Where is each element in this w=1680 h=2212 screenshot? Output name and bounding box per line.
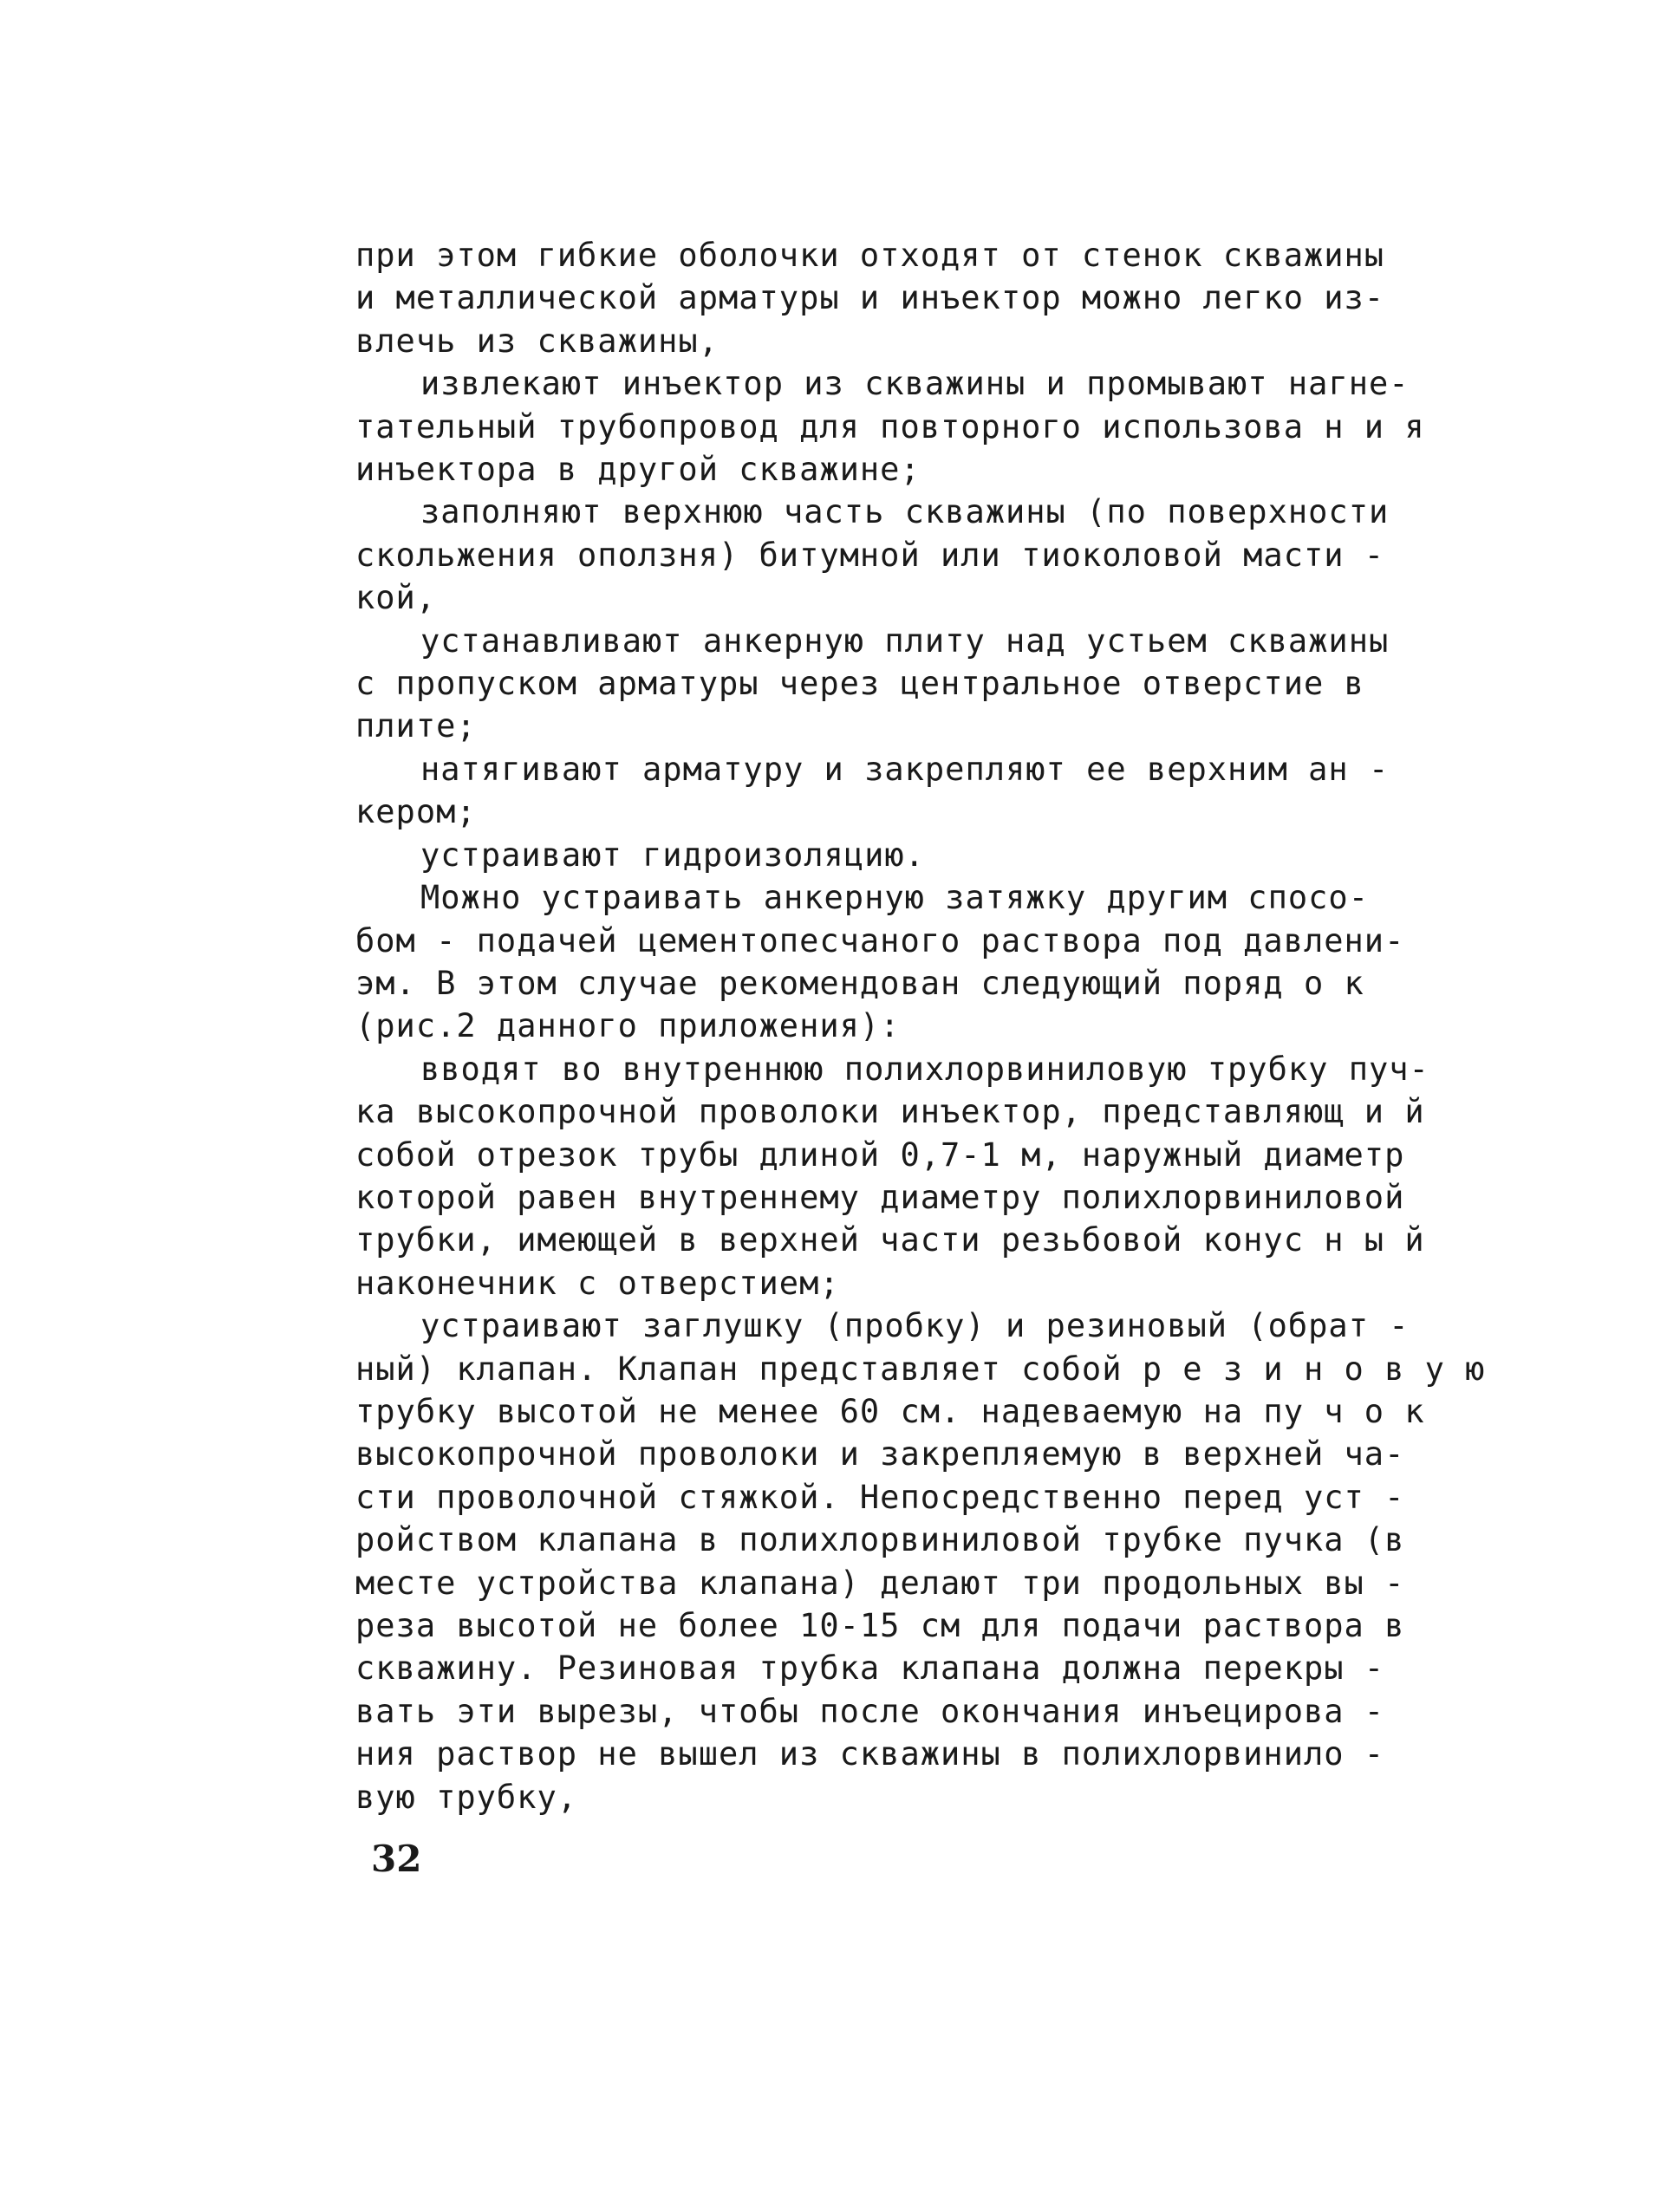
text-line: ка высокопрочной проволоки инъектор, представляющ и й <box>355 1093 1425 1131</box>
text-line: ройством клапана в полихлорвиниловой трубке пучка (в <box>355 1521 1405 1559</box>
text-line: влечь из скважины, <box>355 322 719 360</box>
text-line: извлекают инъектор из скважины и промывают нагне- <box>420 365 1410 403</box>
text-line: вать эти вырезы, чтобы после окончания инъецирова - <box>355 1692 1385 1730</box>
text-line: высокопрочной проволоки и закрепляемую в верхней ча- <box>355 1435 1405 1474</box>
text-line: которой равен внутреннему диаметру полихлорвиниловой <box>355 1178 1405 1216</box>
text-line: собой отрезок трубы длиной 0,7-1 м, наружный диаметр <box>355 1135 1405 1174</box>
text-line: устраивают заглушку (пробку) и резиновый (обрат - <box>420 1307 1410 1345</box>
text-line: устраивают гидроизоляцию. <box>420 836 925 874</box>
text-line: заполняют верхнюю часть скважины (по поверхности <box>420 493 1390 531</box>
text-line: плите; <box>355 707 477 745</box>
text-line: скважину. Резиновая трубка клапана должна перекры - <box>355 1649 1385 1688</box>
text-line: и металлической арматуры и инъектор можно легко из- <box>355 279 1385 317</box>
text-line: вводят во внутреннюю полихлорвиниловую трубку пуч- <box>420 1050 1429 1088</box>
text-line: вую трубку, <box>355 1778 578 1816</box>
text-line: реза высотой не более 10-15 см для подачи раствора в <box>355 1607 1405 1644</box>
text-line: трубки, имеющей в верхней части резьбовой конус н ы й <box>355 1221 1425 1259</box>
body-text <box>355 234 1486 1818</box>
text-line: натягивают арматуру и закрепляют ее верхним ан - <box>420 750 1390 788</box>
text-line: эм. В этом случае рекомендован следующий поряд о к <box>355 964 1364 1002</box>
text-line: устанавливают анкерную плиту над устьем скважины <box>420 621 1390 660</box>
text-line: с пропуском арматуры через центральное отверстие в <box>355 665 1364 703</box>
text-line: скольжения оползня) битумной или тиоколовой масти - <box>355 536 1385 574</box>
text-line: (рис.2 данного приложения): <box>355 1007 901 1045</box>
text-line: инъектора в другой скважине; <box>355 451 921 489</box>
text-line: ный) клапан. Клапан представляет собой р е з и н о в у ю <box>355 1350 1486 1388</box>
text-line: ния раствор не вышел из скважины в полихлорвинило - <box>355 1735 1385 1773</box>
text-line: тательный трубопровод для повторного использова н и я <box>355 407 1425 446</box>
text-line: при этом гибкие оболочки отходят от стенок скважины <box>355 237 1385 274</box>
text-line: наконечник с отверстием; <box>355 1264 840 1302</box>
text-line: трубку высотой не менее 60 см. надеваемую на пу ч о к <box>355 1392 1425 1430</box>
text-line: бом - подачей цементопесчаного раствора под давлени- <box>355 921 1405 960</box>
text-line: кой, <box>355 579 437 617</box>
page-number: 32 <box>371 1838 422 1880</box>
text-line: месте устройства клапана) делают три продольных вы - <box>355 1564 1405 1602</box>
text-line: кером; <box>355 793 477 831</box>
text-line: сти проволочной стяжкой. Непосредственно перед уст - <box>355 1478 1405 1516</box>
text-line: Можно устраивать анкерную затяжку другим спосо- <box>420 879 1369 917</box>
